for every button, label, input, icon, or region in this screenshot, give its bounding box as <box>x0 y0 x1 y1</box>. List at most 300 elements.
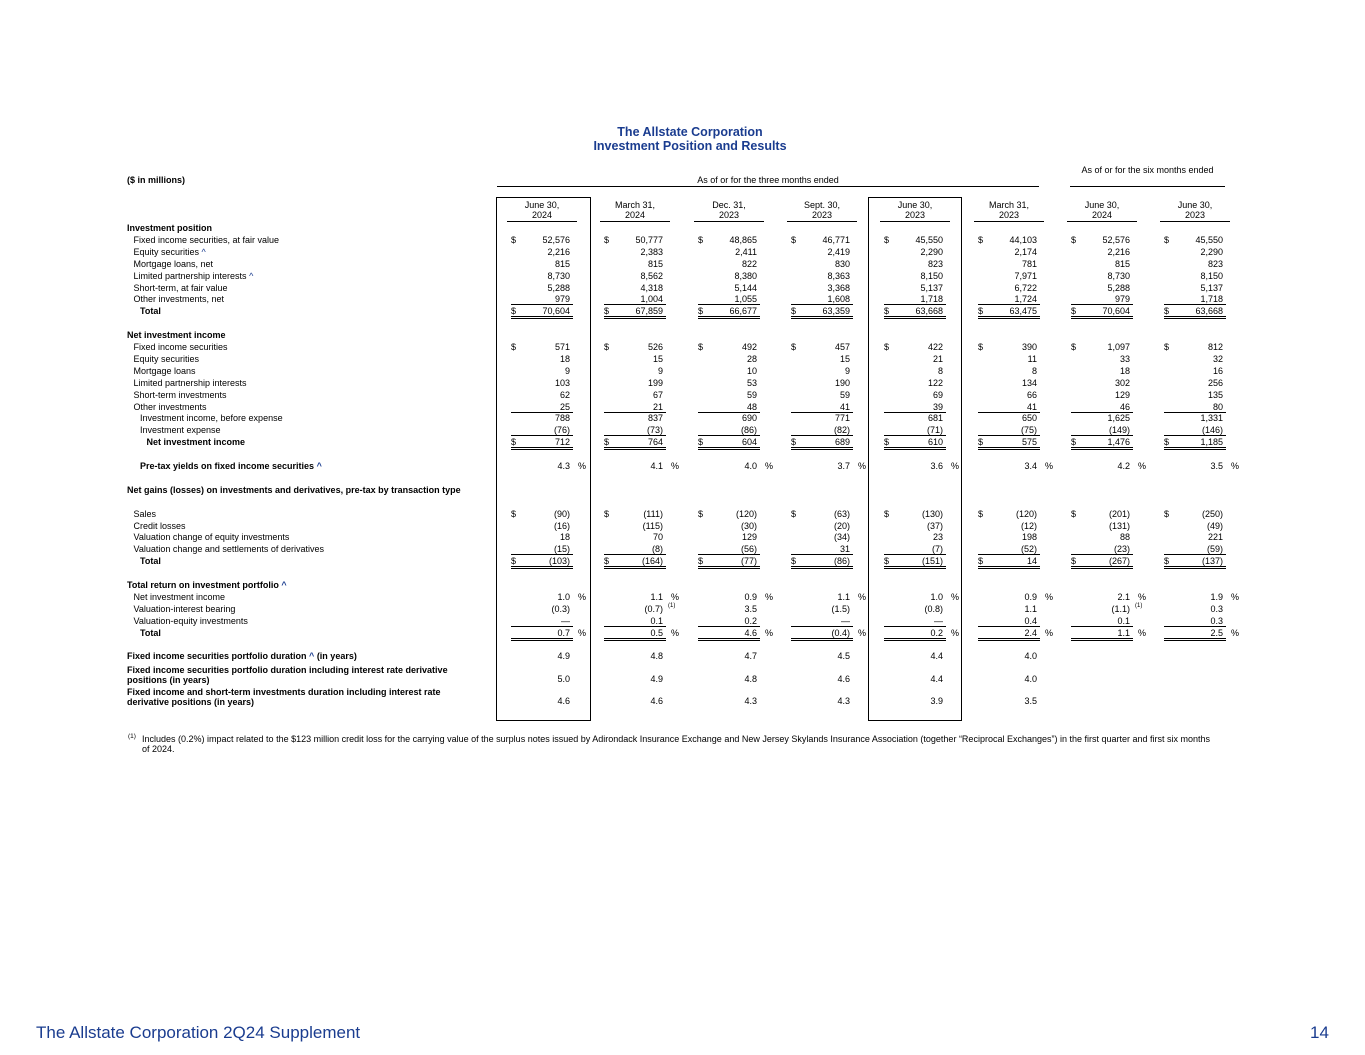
value-cell <box>604 412 666 424</box>
value-cell <box>1164 341 1226 353</box>
cell-value: 1,718 <box>1200 294 1223 305</box>
value-cell <box>511 341 573 353</box>
currency-symbol: $ <box>978 508 984 519</box>
percent-sign: % <box>858 627 867 638</box>
cell-value: (30) <box>740 520 757 531</box>
value-cell <box>791 591 853 603</box>
row-label-text: Equity securities <box>133 246 200 257</box>
cell-value: 52,576 <box>542 234 570 245</box>
cell-value: 63,668 <box>1195 306 1223 317</box>
row-label-text: Fixed income securities, at fair value <box>133 234 280 245</box>
caret-marker: ^ <box>281 580 287 590</box>
cell-value: — <box>561 615 570 626</box>
value-cell <box>1071 591 1133 603</box>
table-row <box>0 555 1365 567</box>
row-label-text: Net investment income <box>146 437 246 448</box>
value-cell <box>1164 650 1226 662</box>
cell-value: 823 <box>1207 258 1223 269</box>
table-row <box>0 650 1365 662</box>
cell-value: 33 <box>1119 353 1130 364</box>
cell-value: (86) <box>833 556 850 567</box>
value-cell <box>511 246 573 258</box>
value-cell <box>698 603 760 615</box>
footnote: (1) Includes (0.2%) impact related to the $123 million credit loss for the carrying value of the surplus notes issued by Adirondack Insurance Exchange and New Jersey Skylands Insurance Association (together “Reciprocal Exchanges”) in the first quarter and first six months of 2024. <box>128 733 1211 754</box>
row-label-text: Sales <box>133 508 157 519</box>
cell-value: (0.8) <box>924 603 943 614</box>
column-header <box>787 200 857 220</box>
currency-symbol: $ <box>511 234 517 245</box>
section-header-row <box>0 329 1365 341</box>
cell-value: 771 <box>834 413 850 424</box>
value-cell <box>884 246 946 258</box>
value-cell <box>1164 591 1226 603</box>
table-row <box>0 436 1365 448</box>
row-label: Fixed income securities portfolio duration including interest rate derivative positions (in years) <box>127 665 448 686</box>
cell-value: (63) <box>833 508 850 519</box>
value-cell <box>1071 258 1133 270</box>
value-cell <box>1071 424 1133 436</box>
row-label-text: Limited partnership interests <box>133 377 247 388</box>
cell-value: 4.9 <box>557 651 570 662</box>
percent-sign: % <box>1045 627 1054 638</box>
value-cell <box>1164 673 1226 685</box>
cell-value: 66,677 <box>729 306 757 317</box>
currency-symbol: $ <box>604 437 610 448</box>
value-cell <box>604 436 666 448</box>
column-header-year: 2023 <box>718 210 740 220</box>
value-cell <box>698 282 760 294</box>
value-cell <box>884 258 946 270</box>
row-label <box>134 615 248 627</box>
cell-value: (1.1) <box>1111 603 1130 614</box>
cell-value: 390 <box>1021 342 1037 352</box>
value-cell <box>698 531 760 543</box>
value-cell <box>1071 543 1133 555</box>
value-cell <box>698 591 760 603</box>
value-cell <box>604 270 666 282</box>
caret-marker: ^ <box>249 270 254 281</box>
cell-value: 8,730 <box>547 270 570 281</box>
row-label <box>134 508 157 520</box>
cell-value: 10 <box>746 365 757 376</box>
value-cell <box>698 377 760 389</box>
value-cell <box>978 673 1040 685</box>
cell-value: 9 <box>657 365 663 376</box>
cell-value: 103 <box>554 377 570 388</box>
cell-value: (146) <box>1201 425 1223 436</box>
cell-value: 21 <box>932 353 943 364</box>
row-label <box>134 531 290 543</box>
value-cell <box>511 531 573 543</box>
currency-symbol: $ <box>978 342 984 352</box>
value-cell <box>604 353 666 365</box>
value-cell <box>698 389 760 401</box>
cell-value: 0.2 <box>930 627 943 638</box>
row-label <box>134 293 225 305</box>
value-cell <box>884 460 946 472</box>
value-cell <box>604 520 666 532</box>
value-cell <box>978 543 1040 555</box>
value-cell <box>1164 412 1226 424</box>
cell-value: 66 <box>1026 389 1037 400</box>
value-cell <box>791 353 853 365</box>
value-cell <box>884 424 946 436</box>
cell-value: (37) <box>926 520 943 531</box>
value-cell <box>884 377 946 389</box>
cell-value: 0.1 <box>1117 615 1130 626</box>
value-cell <box>978 389 1040 401</box>
cell-value: 4.4 <box>930 651 943 662</box>
column-header-month: Sept. 30, <box>803 200 841 210</box>
value-cell <box>698 293 760 305</box>
cell-value: 2,383 <box>640 246 663 257</box>
value-cell <box>791 695 853 707</box>
value-cell <box>1164 234 1226 246</box>
value-cell <box>698 424 760 436</box>
row-label-text: Valuation-equity investments <box>133 615 248 626</box>
currency-symbol: $ <box>698 342 704 352</box>
table-row <box>0 412 1365 424</box>
table-row <box>0 424 1365 436</box>
value-cell <box>884 412 946 424</box>
cell-value: 781 <box>1021 258 1037 269</box>
cell-value: 8,562 <box>640 270 663 281</box>
row-label-text: Short-term, at fair value <box>133 282 228 293</box>
value-cell <box>1164 424 1226 436</box>
currency-symbol: $ <box>791 234 797 245</box>
value-cell <box>698 520 760 532</box>
cell-value: 788 <box>554 413 570 424</box>
percent-sign: % <box>578 461 587 471</box>
value-cell <box>1164 258 1226 270</box>
section-header-text: Investment position <box>127 223 213 233</box>
section-header-label <box>127 329 226 341</box>
percent-sign: % <box>858 591 867 602</box>
cell-value: 67 <box>652 389 663 400</box>
cell-value: 812 <box>1207 342 1223 352</box>
cell-value: 4.7 <box>744 651 757 662</box>
cell-value: (34) <box>833 532 850 543</box>
cell-value: (16) <box>553 520 570 531</box>
currency-symbol: $ <box>1071 234 1077 245</box>
value-cell <box>604 246 666 258</box>
value-cell <box>1164 436 1226 448</box>
cell-value: 23 <box>932 532 943 543</box>
value-cell <box>791 293 853 305</box>
currency-symbol: $ <box>511 437 517 448</box>
cell-value: 4.6 <box>837 674 850 685</box>
row-label-text: Investment income, before expense <box>140 413 283 424</box>
percent-sign: % <box>1231 461 1240 471</box>
value-cell <box>604 591 666 603</box>
table-row <box>0 365 1365 377</box>
cell-value: 39 <box>932 401 943 412</box>
row-label-text: Total <box>140 556 161 567</box>
value-cell <box>604 401 666 413</box>
cell-value: 1.1 <box>1024 603 1037 614</box>
cell-value: 6,722 <box>1014 282 1037 293</box>
value-cell <box>1071 341 1133 353</box>
cell-value: (12) <box>1020 520 1037 531</box>
currency-symbol: $ <box>884 342 890 352</box>
table-row <box>0 531 1365 543</box>
currency-symbol: $ <box>978 556 984 567</box>
cell-value: (130) <box>921 508 943 519</box>
section-header-row <box>0 222 1365 234</box>
currency-symbol: $ <box>698 437 704 448</box>
cell-value: (59) <box>1206 544 1223 555</box>
cell-value: (149) <box>1108 425 1130 436</box>
cell-value: 1.1 <box>650 591 663 602</box>
row-label <box>140 412 283 424</box>
cell-value: 2.5 <box>1210 627 1223 638</box>
percent-sign: % <box>1138 461 1147 471</box>
value-cell <box>884 282 946 294</box>
cell-value: 4.6 <box>557 696 570 707</box>
value-cell <box>1071 377 1133 389</box>
value-cell <box>604 627 666 639</box>
cell-value: 0.2 <box>744 615 757 626</box>
cell-value: 48,865 <box>729 234 757 245</box>
value-cell <box>604 695 666 707</box>
value-cell <box>1164 353 1226 365</box>
cell-value: 4.6 <box>650 696 663 707</box>
cell-value: 70 <box>652 532 663 543</box>
cell-value: 256 <box>1207 377 1223 388</box>
value-cell <box>1164 305 1226 317</box>
value-cell <box>1071 365 1133 377</box>
cell-value: 0.9 <box>744 591 757 602</box>
cell-value: 0.1 <box>650 615 663 626</box>
value-cell <box>978 234 1040 246</box>
row-label-text: Valuation-interest bearing <box>133 603 236 614</box>
footnote-marker: (1) <box>1135 602 1143 609</box>
cell-value: (15) <box>553 544 570 555</box>
cell-value: (250) <box>1201 508 1223 519</box>
cell-value: (90) <box>553 508 570 519</box>
cell-value: 45,550 <box>915 234 943 245</box>
cell-value: 4.1 <box>650 461 663 471</box>
table-row <box>0 520 1365 532</box>
currency-symbol: $ <box>1071 556 1077 567</box>
cell-value: 4.0 <box>744 461 757 471</box>
cell-value: 45,550 <box>1195 234 1223 245</box>
percent-sign: % <box>671 591 680 602</box>
cell-value: (8) <box>652 544 663 555</box>
value-cell <box>978 401 1040 413</box>
cell-value: 41 <box>1026 401 1037 412</box>
row-label <box>134 520 186 532</box>
value-cell <box>978 603 1040 615</box>
column-header-year: 2023 <box>998 210 1020 220</box>
percent-sign: % <box>578 591 587 602</box>
value-cell <box>978 508 1040 520</box>
cell-value: 62 <box>559 389 570 400</box>
row-label <box>134 258 214 270</box>
row-label <box>134 282 228 294</box>
table-row <box>0 305 1365 317</box>
currency-symbol: $ <box>884 306 890 317</box>
table-row <box>0 603 1365 615</box>
cell-value: 1,608 <box>827 294 850 305</box>
value-cell <box>1071 508 1133 520</box>
row-label-text: Other investments <box>133 401 207 412</box>
cell-value: 8,730 <box>1107 270 1130 281</box>
cell-value: (75) <box>1020 425 1037 436</box>
percent-sign: % <box>951 461 960 471</box>
column-header-year: 2023 <box>811 210 833 220</box>
cell-value: 8,150 <box>1200 270 1223 281</box>
value-cell <box>1071 602 1143 615</box>
section-header-text: Net investment income <box>127 330 226 341</box>
column-header-year: 2024 <box>1091 210 1113 220</box>
currency-symbol: $ <box>791 437 797 448</box>
cell-value: 4.4 <box>930 674 943 685</box>
table-row <box>0 258 1365 270</box>
cell-value: (52) <box>1020 544 1037 555</box>
cell-value: 70,604 <box>1102 306 1130 317</box>
value-cell <box>1071 234 1133 246</box>
value-cell <box>1071 555 1133 567</box>
cell-value: 41 <box>839 401 850 412</box>
value-cell <box>791 412 853 424</box>
column-header <box>694 200 764 220</box>
currency-symbol: $ <box>511 306 517 317</box>
table-row <box>0 460 1365 472</box>
cell-value: 4.0 <box>1024 651 1037 662</box>
cell-value: (151) <box>921 556 943 567</box>
cell-value: 0.3 <box>1210 615 1223 626</box>
value-cell <box>884 531 946 543</box>
currency-symbol: $ <box>698 508 704 519</box>
section-header-label <box>127 222 212 234</box>
value-cell <box>698 543 760 555</box>
value-cell <box>1071 305 1133 317</box>
cell-value: (111) <box>643 508 663 519</box>
value-cell <box>978 377 1040 389</box>
cell-value: 650 <box>1021 413 1037 424</box>
value-cell <box>698 353 760 365</box>
currency-symbol: $ <box>511 342 517 352</box>
value-cell <box>698 555 760 567</box>
table-row <box>0 508 1365 520</box>
value-cell <box>511 627 573 639</box>
value-cell <box>604 305 666 317</box>
cell-value: 18 <box>559 532 570 543</box>
value-cell <box>884 401 946 413</box>
currency-symbol: $ <box>978 234 984 245</box>
value-cell <box>791 377 853 389</box>
percent-sign: % <box>578 627 587 638</box>
value-cell <box>791 603 853 615</box>
value-cell <box>511 234 573 246</box>
value-cell <box>884 695 946 707</box>
value-cell <box>604 365 666 377</box>
row-label-text: Equity securities <box>133 353 200 364</box>
value-cell <box>698 436 760 448</box>
value-cell <box>884 353 946 365</box>
cell-value: (49) <box>1206 520 1223 531</box>
cell-value: 15 <box>652 353 663 364</box>
cell-value: 16 <box>1212 365 1223 376</box>
cell-value: 52,576 <box>1102 234 1130 245</box>
value-cell <box>511 543 573 555</box>
value-cell <box>791 424 853 436</box>
column-header-month: June 30, <box>1177 200 1213 210</box>
cell-value: 0.4 <box>1024 615 1037 626</box>
currency-symbol: $ <box>1164 437 1170 448</box>
value-cell <box>511 389 573 401</box>
row-label-text: Valuation change and settlements of derivatives <box>133 544 324 555</box>
cell-value: 4.6 <box>744 627 757 638</box>
table-row <box>0 282 1365 294</box>
cell-value: 689 <box>834 437 850 448</box>
value-cell <box>884 293 946 305</box>
value-cell <box>604 234 666 246</box>
row-label-text: Pre-tax yields on fixed income securities <box>140 461 315 471</box>
cell-value: (23) <box>1113 544 1130 555</box>
value-cell <box>884 341 946 353</box>
value-cell <box>511 377 573 389</box>
cell-value: 48 <box>746 401 757 412</box>
cell-value: 4.8 <box>744 674 757 685</box>
value-cell <box>1071 627 1133 639</box>
row-label <box>134 270 254 282</box>
currency-symbol: $ <box>698 306 704 317</box>
cell-value: 3.5 <box>1024 696 1037 707</box>
percent-sign: % <box>1138 591 1147 602</box>
group-header-six-months: As of or for the six months ended <box>1081 165 1214 175</box>
value-cell <box>698 305 760 317</box>
value-cell <box>884 615 946 627</box>
table-row <box>0 615 1365 627</box>
cell-value: 979 <box>554 294 570 305</box>
value-cell <box>791 389 853 401</box>
cell-value: 5,137 <box>1200 282 1223 293</box>
cell-value: 3.4 <box>1024 461 1037 471</box>
value-cell <box>1164 246 1226 258</box>
value-cell <box>511 353 573 365</box>
cell-value: 457 <box>834 342 850 352</box>
value-cell <box>511 520 573 532</box>
row-label-suffix: (in years) <box>314 651 357 662</box>
value-cell <box>511 555 573 567</box>
value-cell <box>978 650 1040 662</box>
cell-value: 4.0 <box>1024 674 1037 685</box>
table-row <box>0 389 1365 401</box>
cell-value: 422 <box>927 342 943 352</box>
value-cell <box>698 412 760 424</box>
value-cell <box>1071 282 1133 294</box>
cell-value: 492 <box>741 342 757 352</box>
footnote-marker: (1) <box>668 602 676 609</box>
cell-value: 3.5 <box>744 603 757 614</box>
cell-value: 4.2 <box>1117 461 1130 471</box>
currency-symbol: $ <box>791 342 797 352</box>
value-cell <box>604 602 676 615</box>
row-label <box>134 591 226 603</box>
cell-value: 1,097 <box>1107 342 1130 352</box>
cell-value: 63,668 <box>915 306 943 317</box>
cell-value: (71) <box>926 425 943 436</box>
cell-value: 80 <box>1212 401 1223 412</box>
value-cell <box>511 293 573 305</box>
cell-value: 4,318 <box>640 282 663 293</box>
cell-value: (120) <box>735 508 757 519</box>
cell-value: 610 <box>927 437 943 448</box>
currency-symbol: $ <box>511 556 517 567</box>
value-cell <box>1071 673 1133 685</box>
